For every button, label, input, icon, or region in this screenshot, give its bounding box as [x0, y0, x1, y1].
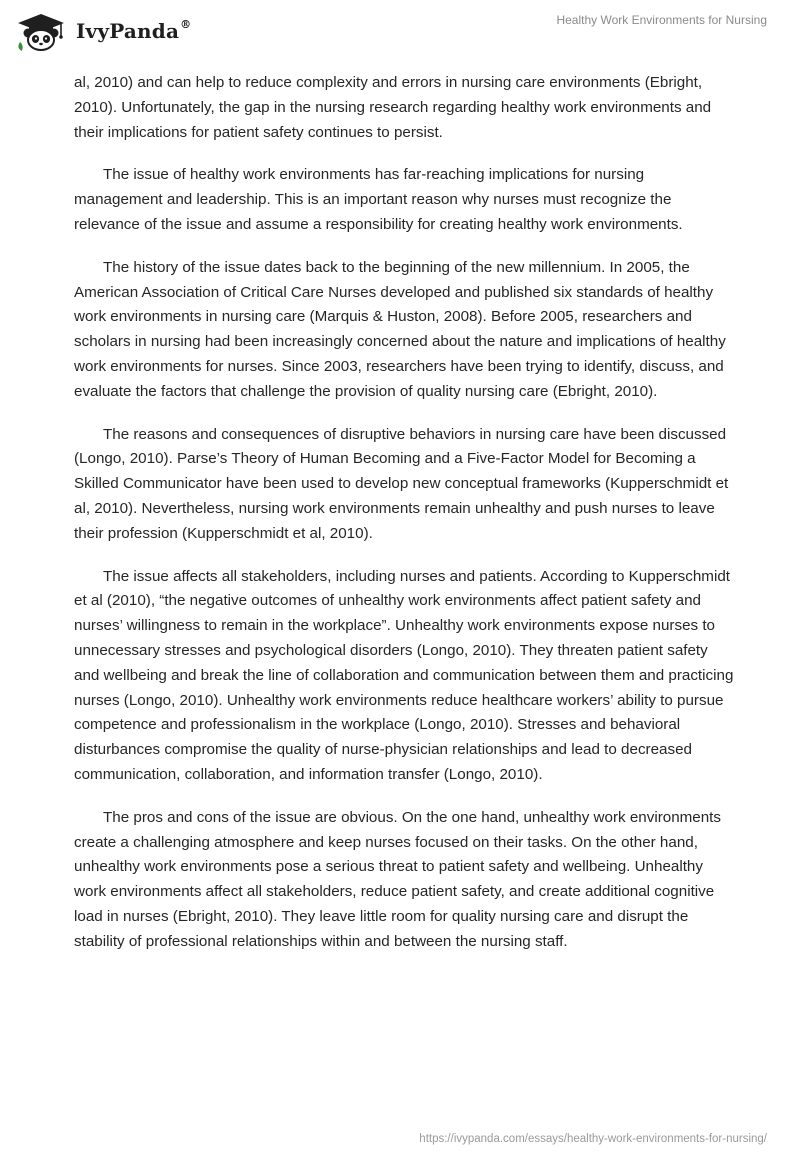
brand-logo[interactable]	[14, 8, 191, 56]
brand-name: IvyPanda®	[76, 18, 192, 43]
paragraph-3: The history of the issue dates back to the beginning of the new millennium. In 2005, the American Association of Critical Care Nurses developed and published six standards of healthy work environments in nursing care (Marquis & Huston, 2008). Before 2005, researchers and scholars in nursing had been increasingly concerned about the nature and implications of healthy work environments for nurses. Since 2003, researchers have been trying to identify, discuss, and evaluate the factors that challenge the provision of quality nursing care (Ebright, 2010).	[74, 258, 726, 400]
paragraph-6: The pros and cons of the issue are obvious. On the one hand, unhealthy work environments create a challenging atmosphere and keep nurses focused on their tasks. On the other hand, unhealthy work environments pose a serious threat to patient safety and wellbeing. Unhealthy work environments affect all stakeholders, reduce patient safety, and create additional cognitive load in nurses (Ebright, 2010). They leave little room for quality nursing care and disrupt the stability of professional relationships within and between the nursing staff.	[74, 808, 722, 950]
paragraph-1: al, 2010) and can help to reduce complexity and errors in nursing care environments (Ebright, 2010). Unfortunately, the gap in the nursing research regarding healthy work environments and their implications for patient safety continues to persist.	[74, 74, 712, 141]
panda-graduate-logo-icon	[14, 12, 68, 52]
document-title: Healthy Work Environments for Nursing	[556, 13, 767, 27]
source-url[interactable]: https://ivypanda.com/essays/healthy-work-environments-for-nursing/	[419, 1133, 767, 1145]
paragraph-5: The issue affects all stakeholders, including nurses and patients. According to Kupperschmidt et al (2010), “the negative outcomes of unhealthy work environments affect patient safety and nurses’ willingness to remain in the workplace”. Unhealthy work environments expose nurses to unnecessary stresses and psychological disorders (Longo, 2010). They threaten patient safety and wellbeing and break the line of collaboration and communication between them and practicing nurses (Longo, 2010). Unhealthy work environments reduce healthcare workers’ ability to pursue competence and professionalism in the workplace (Longo, 2010). Stresses and behavioral disturbances compromise the quality of nurse-physician relationships and lead to decreased communication, collaboration, and information transfer (Longo, 2010).	[74, 567, 734, 783]
paragraph-2: The issue of healthy work environments has far-reaching implications for nursing management and leadership. This is an important reason why nurses must recognize the relevance of the issue and assume a responsibility for creating healthy work environments.	[74, 166, 683, 233]
essay-body	[74, 71, 734, 973]
page-header	[0, 0, 800, 60]
paragraph-4: The reasons and consequences of disruptive behaviors in nursing care have been discussed (Longo, 2010). Parse’s Theory of Human Becoming and a Five-Factor Model for Becoming a Skilled Communicator have been used to develop new conceptual frameworks (Kupperschmidt et al, 2010). Nevertheless, nursing work environments remain unhealthy and push nurses to leave their profession (Kupperschmidt et al, 2010).	[74, 425, 729, 542]
registered-mark: ®	[180, 18, 192, 32]
